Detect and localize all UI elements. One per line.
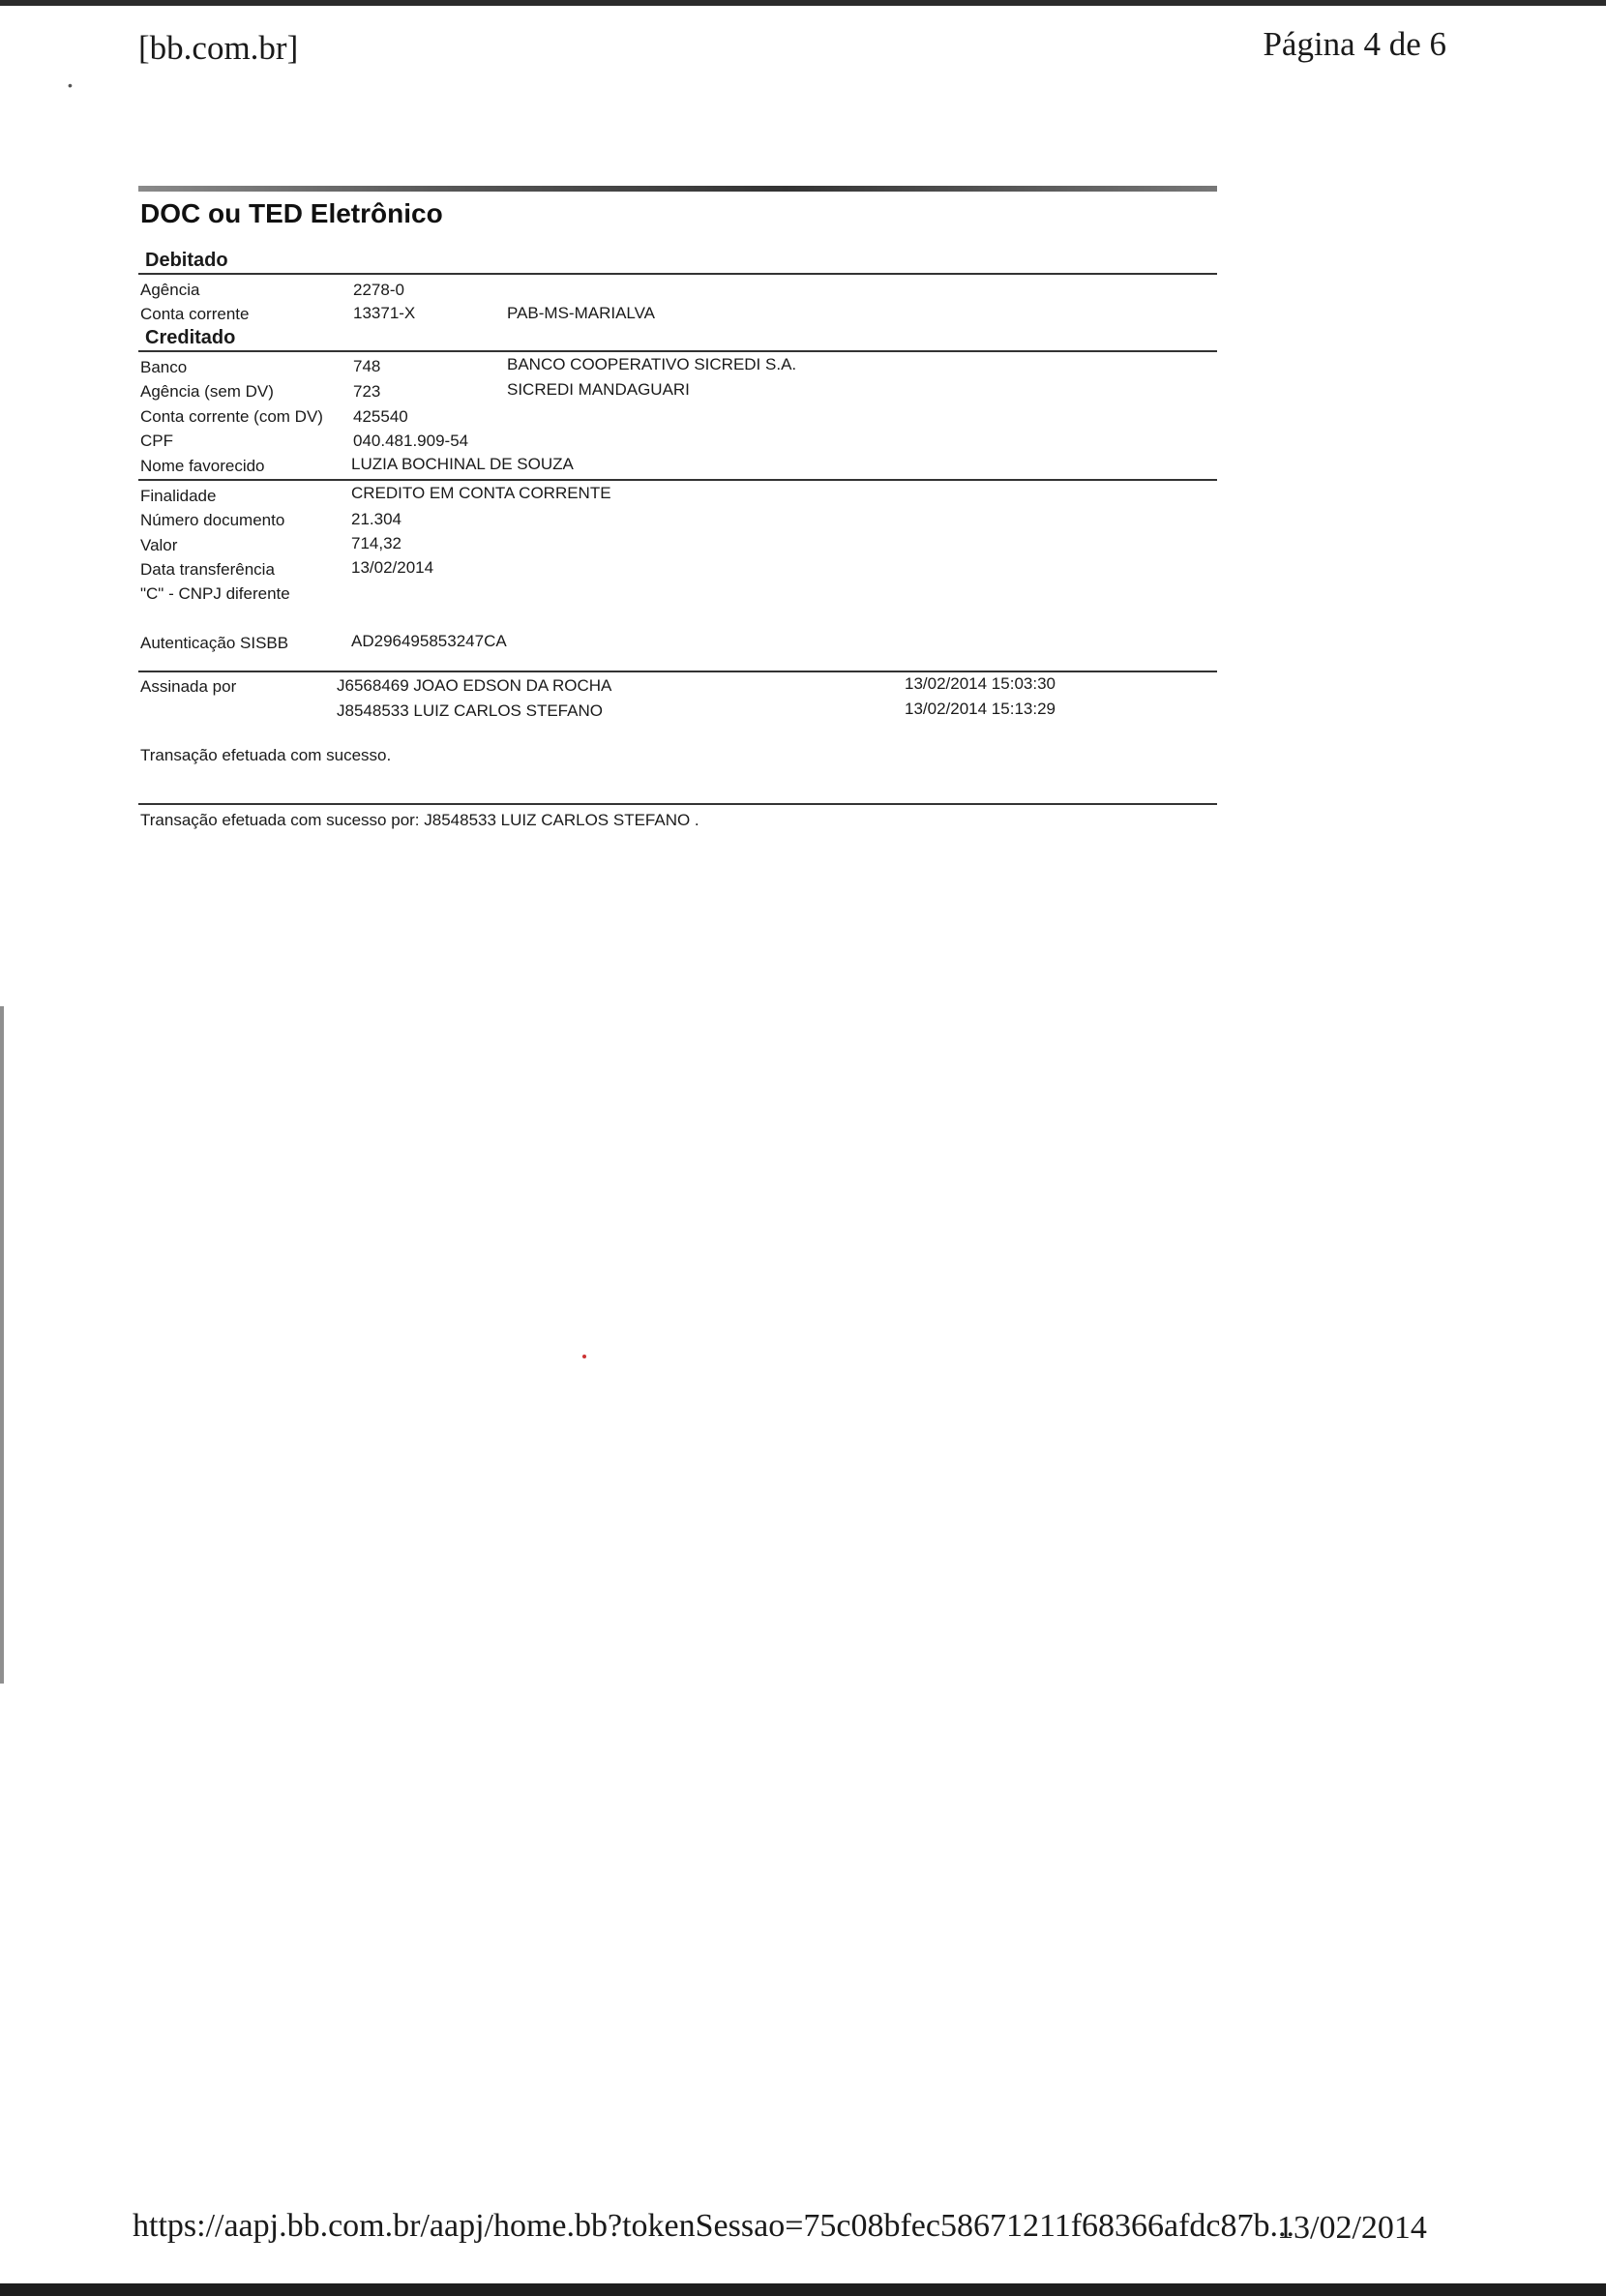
document-title: DOC ou TED Eletrônico (140, 198, 443, 228)
data-transferencia-label: Data transferência (140, 560, 275, 579)
signer-datetime: 13/02/2014 15:03:30 (905, 674, 1056, 693)
valor-value: 714,32 (351, 534, 402, 552)
agencia-value: 2278-0 (353, 281, 404, 299)
status-message: Transação efetuada com sucesso. (140, 746, 392, 764)
cpf-value: 040.481.909-54 (353, 432, 469, 450)
agencia-sem-dv-name: SICREDI MANDAGUARI (507, 380, 690, 399)
page-footer-date: 13/02/2014 (1277, 2210, 1427, 2246)
conta-com-dv-label: Conta corrente (com DV) (140, 407, 323, 426)
banco-label: Banco (140, 358, 188, 376)
section-creditado-heading: Creditado (145, 327, 236, 348)
conta-corrente-value: 13371-X (353, 304, 416, 322)
numero-documento-label: Número documento (140, 511, 285, 529)
scan-top-edge (0, 0, 1606, 6)
nome-favorecido-value: LUZIA BOCHINAL DE SOUZA (351, 455, 574, 473)
divider (138, 350, 1217, 352)
divider (138, 273, 1217, 275)
banco-value: 748 (353, 357, 381, 375)
agencia-label: Agência (140, 281, 200, 299)
data-transferencia-value: 13/02/2014 (351, 558, 434, 577)
signer-name: J6568469 JOAO EDSON DA ROCHA (337, 676, 612, 695)
signer-name: J8548533 LUIZ CARLOS STEFANO (337, 701, 603, 720)
numero-documento-value: 21.304 (351, 510, 402, 528)
conta-corrente-label: Conta corrente (140, 305, 250, 323)
cnpj-diferente-note: "C" - CNPJ diferente (140, 584, 290, 603)
signer-datetime: 13/02/2014 15:13:29 (905, 700, 1056, 718)
scan-left-edge (0, 1006, 4, 1684)
section-debitado-heading: Debitado (145, 250, 228, 271)
page-header-site: [bb.com.br] (138, 29, 299, 67)
scan-bottom-edge (0, 2283, 1606, 2296)
nome-favorecido-label: Nome favorecido (140, 457, 265, 475)
page-footer-url: https://aapj.bb.com.br/aapj/home.bb?tokenSessao=75c08bfec58671211f68366afdc87b... (133, 2208, 1295, 2244)
autenticacao-label: Autenticação SISBB (140, 634, 289, 652)
autenticacao-value: AD296495853247CA (351, 632, 507, 650)
page-header-page-number: Página 4 de 6 (1263, 25, 1446, 63)
conta-corrente-branch: PAB-MS-MARIALVA (507, 304, 656, 322)
divider (138, 479, 1217, 481)
agencia-sem-dv-label: Agência (sem DV) (140, 382, 274, 401)
divider (138, 803, 1217, 805)
assinada-por-label: Assinada por (140, 677, 237, 696)
banco-name: BANCO COOPERATIVO SICREDI S.A. (507, 355, 797, 373)
conta-com-dv-value: 425540 (353, 407, 408, 426)
divider (138, 671, 1217, 672)
scan-mark: • (68, 77, 73, 93)
valor-label: Valor (140, 536, 178, 554)
agencia-sem-dv-value: 723 (353, 382, 381, 401)
status-footer-message: Transação efetuada com sucesso por: J8548533 LUIZ CARLOS STEFANO . (140, 811, 699, 829)
title-bar (138, 186, 1217, 192)
finalidade-value: CREDITO EM CONTA CORRENTE (351, 484, 611, 502)
cpf-label: CPF (140, 432, 173, 450)
finalidade-label: Finalidade (140, 487, 217, 505)
scan-speck (582, 1355, 586, 1358)
